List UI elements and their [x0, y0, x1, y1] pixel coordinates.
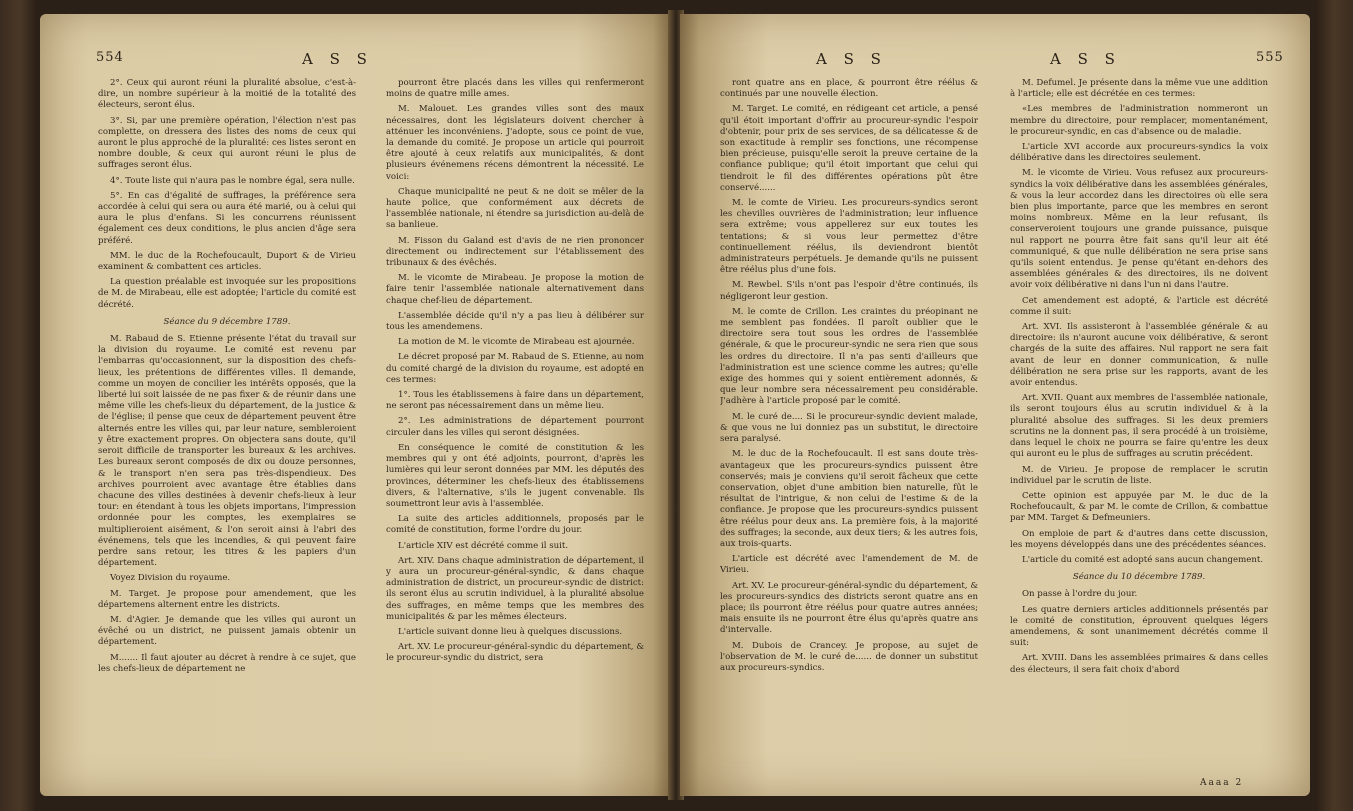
signature-mark: Aaaa 2 [1200, 778, 1244, 788]
paragraph: L'article suivant donne lieu à quelques discussions. [398, 626, 623, 637]
paragraph: M. Target. Je propose pour amendement, que les départemens alternent entre les districts. [98, 588, 356, 610]
left-page-number: 554 [96, 50, 124, 65]
paragraph: 5°. En cas d'égalité de suffrages, la préférence sera accordée à celui qui sera ou aura été marié, ou à celui qui aura le plus d'enfans. Si les concurrens réunissent également ces deux conditions, le plus ancien d'âge sera préféré. [98, 190, 356, 246]
paragraph: M. le vicomte de Mirabeau. Je propose la motion de faire tenir l'assemblée nationale alternativement dans chaque chef-lieu de département. [386, 273, 644, 306]
paragraph: L'article du comité est adopté sans aucun changement. [1022, 554, 1264, 565]
right-page-column-1 [720, 78, 978, 778]
right-page-number: 555 [1256, 50, 1284, 65]
paragraph: pourront être placés dans les villes qui renfermeront moins de quatre mille ames. [386, 78, 644, 100]
right-page-header [680, 50, 1310, 72]
paragraph: Séance du 10 décembre 1789. [1072, 572, 1206, 583]
paragraph: 3°. Si, par une première opération, l'élection n'est pas complette, on dressera des listes des noms de ceux qui auront le plus approché de la pluralité: ces listes seront en nombre double, & ceux qui auront réuni le plus de suffrages seront élus. [98, 115, 356, 171]
paragraph: ront quatre ans en place, & pourront être réélus & continués par une nouvelle élection. [720, 78, 978, 100]
paragraph: M. le comte de Crillon. Les craintes du préopinant ne me semblent pas fondées. Il paroît oublier que le directoire sera tout sous les ordres de l'assemblée générale, & que le procureur-syndic ne sera rien que sous les ordres du directoire. Il n'a pas senti d'ailleurs que l'administration est une science comme les autres; qu'elle exige des hommes qui y soient entièrement adonnés, & que leur nombre sera nécessairement peu considérable. J'adhère à l'article proposé par le comité. [720, 306, 978, 407]
paragraph: Art. XVIII. Dans les assemblées primaires & dans celles des électeurs, il sera fait choix d'abord [1010, 653, 1268, 675]
paragraph: Chaque municipalité ne peut & ne doit se mêler de la haute police, que conformément aux décrets de l'assemblée nationale, ni étendre sa jurisdiction au-delà de sa banlieue. [386, 186, 644, 231]
paragraph: M. Defumel. Je présente dans la même vue une addition à l'article; elle est décrétée en ces termes: [1010, 78, 1268, 100]
paragraph: Les quatre derniers articles additionnels présentés par le comité de constitution, éprouvent quelques légers amendemens, & sont unanimement décrétés comme il suit: [1010, 604, 1268, 649]
paragraph: M. le duc de la Rochefoucault. Il est sans doute très-avantageux que les procureurs-syndics puissent être conservés; mais je conviens qu'il seroit fâcheux que cette conservation, objet d'une ambition bien naturelle, fût le résultat de l'intrigue, & non celui de l'estime & de la confiance. Je propose que les procureurs-syndics puissent être réélus pour deux ans. La première fois, à la majorité des suffrages; la seconde, aux deux tiers; & les autres fois, aux trois-quarts. [720, 449, 978, 549]
paragraph: M. le vicomte de Virieu. Vous refusez aux procureurs-syndics la voix délibérative dans les assemblées générales, & vous la leur accordez dans les directoires où elle sera bien plus importante, parce que les membres en seront moins nombreux. Même en la leur refusant, ils conserveroient toujours une grande puissance, puisque nul rapport ne pourra être fait sans qu'il leur ait été communiqué, & que nulle délibération ne sera prise sans qu'ils soient entendus. Je pense qu'étant en-dehors des assemblées générales & des directoires, ils ne doivent avoir voix délibérative ni dans l'un ni dans l'autre. [1010, 168, 1268, 291]
paragraph: Séance du 9 décembre 1789. [163, 316, 291, 327]
paragraph: Voyez Division du royaume. [110, 573, 231, 584]
paragraph: Le décret proposé par M. Rabaud de S. Etienne, au nom du comité chargé de la division du royaume, est adopté en ces termes: [386, 352, 644, 385]
paragraph: M. Malouet. Les grandes villes sont des maux nécessaires, dont les législateurs doivent chercher à atténuer les inconvéniens. J'adopte, sous ce point de vue, la demande du comité. Je propose un article qui pourroit être ajouté à ceux relatifs aux municipalités, & dont plusieurs événemens récens démontrent la nécessité. Le voici: [386, 104, 644, 182]
paragraph: L'article XVI accorde aux procureurs-syndics la voix délibérative dans les directoires seulement. [1010, 142, 1268, 164]
paragraph: M. le curé de.... Si le procureur-syndic devient malade, & que vous ne lui donniez pas un substitut, le directoire sera paralysé. [720, 411, 978, 445]
paragraph: Art. XV. Le procureur-général-syndic du département, & les procureurs-syndics des districts seront quatre ans en place; ils pourront être réélus pour quatre autres années; mais ensuite ils ne pourront être élus qu'après quatre ans d'intervalle. [720, 580, 978, 636]
paragraph: Cet amendement est adopté, & l'article est décrété comme il suit: [1010, 295, 1268, 317]
paragraph: En conséquence le comité de constitution & les membres qui y ont été adjoints, pourront, d'après les lumières qui leur seront données par MM. les députés des provinces, déterminer les chefs-lieux des établissemens divers, & l'alternative, s'ils le jugent convenable. Ils soumettront leur avis à l'assemblée. [386, 442, 644, 509]
left-running-head: A S S [302, 50, 373, 68]
paragraph: On emploie de part & d'autres dans cette discussion, les moyens développés dans une des précédentes séances. [1010, 528, 1268, 550]
paragraph: On passe à l'ordre du jour. [1022, 589, 1138, 600]
left-page-header [40, 50, 672, 72]
paragraph: 4°. Toute liste qui n'aura pas le nombre égal, sera nulle. [110, 175, 355, 186]
paragraph: La motion de M. le vicomte de Mirabeau est ajournée. [398, 337, 635, 348]
paragraph: Art. XVI. Ils assisteront à l'assemblée générale & au directoire: ils n'auront aucune voix délibérative, & seront chargés de la suite des affaires. Nul rapport ne sera fait avant de leur en donner communication, & nulle délibération ne sera prise sur les rapports, avant de les avoir entendus. [1010, 322, 1268, 389]
paragraph: M. Rewbel. S'ils n'ont pas l'espoir d'être continués, ils négligeront leur gestion. [720, 280, 978, 302]
paragraph: M. Target. Le comité, en rédigeant cet article, a pensé qu'il étoit important d'offrir au procureur-syndic l'espoir d'obtenir, pour prix de ses services, de sa délicatesse & de son exactitude à remplir ses fonctions, une récompense bien précieuse, puisqu'elle seroit la preuve certaine de la confiance publique; qu'il étoit important que celui qui tiendroit le fil des différentes opérations pût être conservé...... [720, 104, 978, 193]
right-page-column-2 [1010, 78, 1268, 768]
paragraph: M. de Virieu. Je propose de remplacer le scrutin individuel par le scrutin de liste. [1010, 464, 1268, 486]
right-running-head-left: A S S [816, 50, 887, 68]
paragraph: 2°. Les administrations de département pourront circuler dans les villes qui seront désignées. [386, 416, 644, 438]
paragraph: La question préalable est invoquée sur les propositions de M. de Mirabeau, elle est adoptée; l'article du comité est décrété. [98, 277, 356, 310]
paragraph: La suite des articles additionnels, proposés par le comité de constitution, forme l'ordre du jour. [386, 514, 644, 536]
paragraph: MM. le duc de la Rochefoucault, Duport & de Virieu examinent & combattent ces articles. [98, 250, 356, 273]
left-page-column-2 [386, 78, 644, 778]
paragraph: «Les membres de l'administration nommeront un membre du directoire, pour remplacer, momentanément, le procureur-syndic, en cas d'absence ou de maladie. [1010, 104, 1268, 137]
right-running-head-right: A S S [1050, 50, 1121, 68]
paragraph: L'article est décrété avec l'amendement de M. de Virieu. [720, 554, 978, 576]
paragraph: M. le comte de Virieu. Les procureurs-syndics seront les chevilles ouvrières de l'administration; leur influence sera extrême; vous appellerez sur eux toutes les tentations; & si vous leur permettez d'être continuellement réélus, ils deviendront bientôt administrateurs perpétuels. Je demande qu'ils ne puissent être réélus plus d'une fois. [720, 198, 978, 276]
paragraph: M. d'Agier. Je demande que les villes qui auront un évêché ou un district, ne puissent jamais obtenir un département. [98, 614, 356, 648]
left-page-column-1 [98, 78, 356, 778]
paragraph: M....... Il faut ajouter au décret à rendre à ce sujet, que les chefs-lieux de département ne [98, 652, 356, 674]
paragraph: M. Dubois de Crancey. Je propose, au sujet de l'observation de M. le curé de...... de donner un substitut aux procureurs-syndics. [720, 640, 978, 673]
paragraph: Art. XV. Le procureur-général-syndic du département, & le procureur-syndic du district, sera [386, 642, 644, 664]
paragraph: Art. XIV. Dans chaque administration de département, il y aura un procureur-général-syndic, & dans chaque administration de district, un procureur-syndic de district: ils seront élus au scrutin individuel, à la pluralité absolue des suffrages, en même temps que les membres des municipalités & par les mêmes électeurs. [386, 555, 644, 622]
paragraph: Art. XVII. Quant aux membres de l'assemblée nationale, ils seront toujours élus au scrutin individuel & à la pluralité absolue des suffrages. Si les deux premiers scrutins ne la donnent pas, il sera procédé à un troisième, dans lequel le choix ne pourra se faire qu'entre les deux qui auront eu le plus de suffrages au scrutin précédent. [1010, 393, 1268, 460]
paragraph: 2°. Ceux qui auront réuni la pluralité absolue, c'est-à-dire, un nombre supérieur à la moitié de la totalité des électeurs, seront élus. [98, 78, 356, 111]
paragraph: M. Fisson du Galand est d'avis de ne rien prononcer directement ou indirectement sur l'établissement des tribunaux & des évêchés. [386, 235, 644, 269]
right-page [680, 14, 1310, 796]
paragraph: 1°. Tous les établissemens à faire dans un département, ne seront pas nécessairement dans un même lieu. [386, 390, 644, 412]
paragraph: L'assemblée décide qu'il n'y a pas lieu à délibérer sur tous les amendemens. [386, 310, 644, 333]
paragraph: L'article XIV est décrété comme il suit. [398, 540, 569, 551]
paragraph: M. Rabaud de S. Etienne présente l'état du travail sur la division du royaume. Le comité est revenu par l'embarras qu'occasionnent, sur la disposition des chefs-lieux, les prétentions de différentes villes. Il demande, comme un moyen de concilier les intérêts opposés, que la liberté lui soit laissée de ne pas fixer & de réunir dans une même ville les chefs-lieux du département, de la justice & de l'église; il pense que ceux de département peuvent être alternés entre les villes qui, par leur nature, sembleroient y être exactement propres. On objectera sans doute, qu'il seroit difficile de transporter les bureaux & les archives. Les bureaux seront composés de dix ou douze personnes, & le transport n'en sera pas très-dispendieux. Des archives pourroient avec avantage être établies dans chacune des villes destinées à devenir chefs-lieux à leur tour: en étendant à tous les objets importans, l'impression ordonnée pour les comptes, les exemplaires se multiplieroient aisément, & l'on seroit ainsi à l'abri des événemens, tels que les incendies, & qui peuvent faire perdre sans retour, les titres & les papiers d'un département. [98, 334, 356, 569]
left-page [40, 14, 672, 796]
paragraph: Cette opinion est appuyée par M. le duc de la Rochefoucault, & par M. le comte de Crillon, & combattue par MM. Target & Defmeuniers. [1010, 490, 1268, 524]
